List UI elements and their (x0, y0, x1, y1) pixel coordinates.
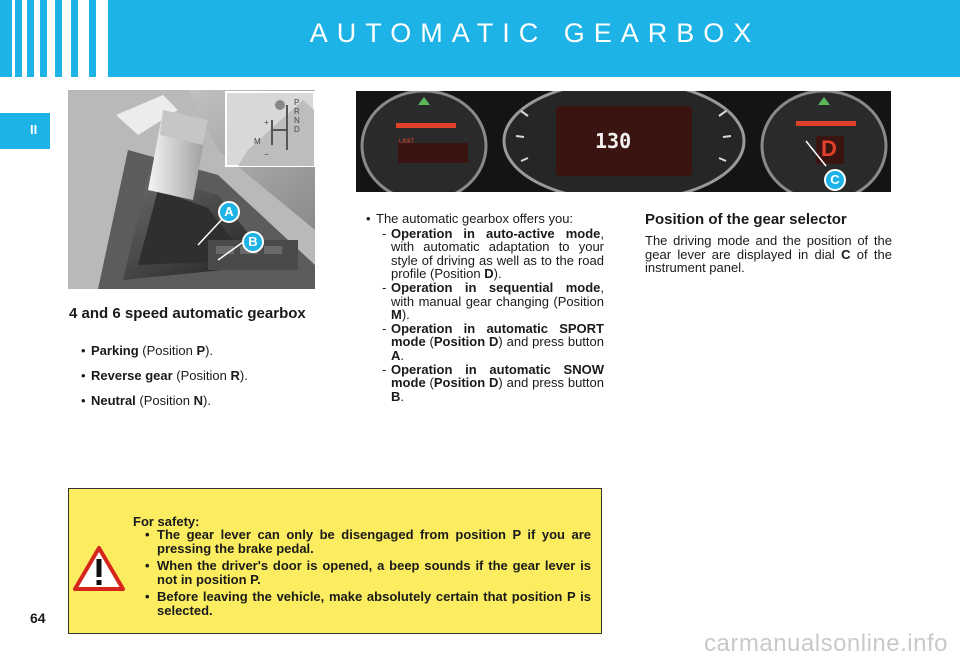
gate-minus: − (264, 150, 269, 159)
gate-m: M (254, 137, 261, 146)
mode-bold: Position D (433, 375, 499, 391)
gate-letter: D (294, 125, 300, 134)
section-title-automatic-gearbox: 4 and 6 speed automatic gearbox (69, 305, 306, 322)
gear-selector-section (645, 211, 892, 275)
warning-title: For safety: (133, 514, 200, 529)
mode-bold: B (391, 388, 401, 404)
gate-letter: P (294, 98, 300, 107)
item-text: (Position (138, 343, 197, 358)
page-header (0, 0, 960, 77)
mode-text: ) and press button (498, 334, 604, 350)
label-c: C (824, 169, 846, 191)
mode-bold: Position D (433, 334, 499, 350)
page-title: AUTOMATIC GEARBOX (309, 18, 761, 48)
gate-letter: N (294, 116, 300, 125)
text-run: of the instrument panel. (645, 246, 893, 276)
instrument-cluster-photo (356, 91, 891, 192)
watermark: carmanualsonline.info (704, 630, 948, 657)
label-b: B (242, 231, 264, 253)
mode-text: ). (401, 307, 410, 323)
text-bold: C (841, 246, 851, 262)
item-text: (Position (172, 368, 231, 383)
text-run: The driving mode and the position of the gear lever are displayed in dial (645, 233, 892, 262)
modes-section (366, 212, 604, 403)
item-text: ). (203, 393, 211, 408)
modes-intro: • The automatic gearbox offers you: (366, 212, 604, 226)
mode-text: , with manual gear changing (Position (391, 279, 604, 309)
cluster-gear-display: D (821, 136, 837, 161)
cluster-speed: 130 (595, 129, 632, 153)
mode-term: Operation in auto-active mode (391, 225, 601, 241)
mode-item (366, 281, 604, 322)
item-position: N (193, 393, 203, 408)
warning-item: • Before leaving the vehicle, make absolutely certain that position P is selected. (133, 590, 591, 617)
mode-text: , with automatic adaptation to your style of driving as well as to the road profile (Position (391, 225, 604, 282)
mode-text: ). (493, 266, 502, 282)
item-position: P (196, 343, 206, 358)
item-text: ). (239, 368, 248, 383)
page-number: 64 (30, 610, 46, 626)
header-stripe (96, 0, 108, 77)
mode-text: ) and press button (498, 375, 604, 391)
mode-bold: D (484, 266, 494, 282)
mode-term: Operation in automatic SNOW mode (391, 361, 604, 391)
item-term: Parking (91, 343, 139, 358)
header-stripe (62, 0, 71, 77)
cluster-limit: LIMIT (399, 139, 415, 145)
header-stripe (34, 0, 40, 77)
gate-letters (294, 98, 314, 134)
warning-item: • When the driver's door is opened, a beep sounds if the gear lever is not in position P. (133, 559, 591, 586)
gear-selector-text (645, 234, 892, 275)
label-a: A (218, 201, 240, 223)
mode-text: ( (425, 334, 434, 350)
mode-item (366, 322, 604, 363)
gear-lever-illustration (68, 90, 315, 289)
header-stripe (22, 0, 27, 77)
list-item (69, 343, 309, 358)
mode-item (366, 227, 604, 281)
gate-letter: R (294, 107, 300, 116)
chapter-tab-label: II (30, 122, 38, 137)
list-item (69, 368, 309, 383)
list-item (69, 393, 309, 408)
warning-triangle-icon (73, 545, 125, 591)
header-stripe (12, 0, 15, 77)
item-term: Reverse gear (91, 368, 173, 383)
mode-text: ( (425, 375, 434, 391)
item-term: Neutral (91, 393, 136, 408)
header-stripe (47, 0, 55, 77)
mode-term: Operation in automatic SPORT mode (391, 320, 604, 350)
mode-text: . (400, 388, 405, 404)
gate-plus: + (264, 118, 269, 127)
safety-warning-box (68, 488, 602, 634)
header-stripe (78, 0, 89, 77)
item-text: ). (205, 343, 214, 358)
mode-text: . (400, 347, 405, 363)
mode-bold: M (391, 307, 402, 323)
mode-term: Operation in sequential mode (391, 279, 601, 295)
warning-list (133, 528, 591, 622)
gear-lever-photo (68, 90, 315, 289)
item-text: (Position (135, 393, 194, 408)
position-list (69, 343, 309, 408)
mode-bold: A (391, 347, 401, 363)
warning-item: • The gear lever can only be disengaged from position P if you are pressing the brake pedal. (133, 528, 591, 555)
item-position: R (230, 368, 240, 383)
chapter-tab (0, 113, 50, 149)
mode-item (366, 363, 604, 404)
section-title-gear-selector: Position of the gear selector (645, 211, 847, 228)
